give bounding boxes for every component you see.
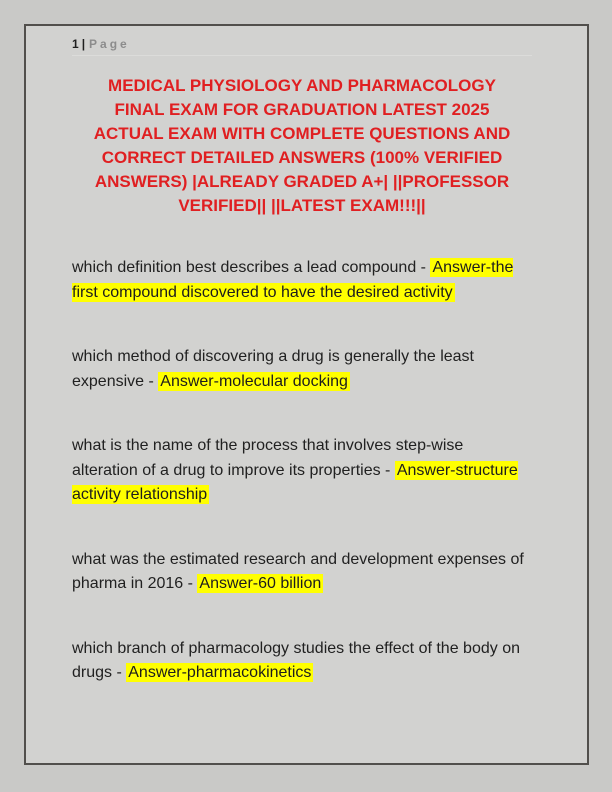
qa-item [72, 637, 532, 686]
qa-item [72, 548, 532, 597]
page-content [26, 37, 587, 686]
exam-title-line: ACTUAL EXAM WITH COMPLETE QUESTIONS AND [93, 124, 511, 143]
question-text: which branch of pharmacology studies the effect of the body on drugs - [72, 639, 520, 681]
question-text: which definition best describes a lead compound - [72, 259, 426, 276]
page-number: 1 [72, 37, 79, 51]
question-text: which method of discovering a drug is generally the least expensive - [72, 348, 474, 390]
qa-item [72, 345, 532, 394]
qa-item [72, 434, 532, 508]
exam-title-line: VERIFIED|| ||LATEST EXAM!!!|| [178, 196, 426, 215]
page-number-header [72, 37, 532, 56]
answer-highlight: Answer-pharmacokinetics [128, 664, 312, 681]
qa-item [72, 256, 532, 305]
answer-highlight: Answer-molecular docking [160, 372, 348, 390]
exam-title-line: FINAL EXAM FOR GRADUATION LATEST 2025 [114, 100, 490, 119]
exam-title-line: CORRECT DETAILED ANSWERS (100% VERIFIED [101, 148, 503, 167]
exam-title-line: MEDICAL PHYSIOLOGY AND PHARMACOLOGY [108, 76, 496, 95]
question-text: what was the estimated research and development expenses of pharma in 2016 - [72, 550, 524, 592]
qa-list [72, 256, 532, 686]
document-page [24, 24, 589, 765]
exam-title [72, 74, 532, 218]
answer-highlight: Answer-the first compound discovered to have the desired activity [72, 259, 514, 301]
header-page-label: Page [89, 37, 130, 51]
answer-highlight: Answer-60 billion [199, 575, 322, 592]
exam-title-line: ANSWERS) |ALREADY GRADED A+| ||PROFESSOR [94, 172, 510, 191]
header-separator: | [81, 37, 86, 51]
answer-highlight: Answer-structure activity relationship [72, 461, 518, 503]
question-text: what is the name of the process that involves step-wise alteration of a drug to improve its properties - [72, 437, 464, 479]
